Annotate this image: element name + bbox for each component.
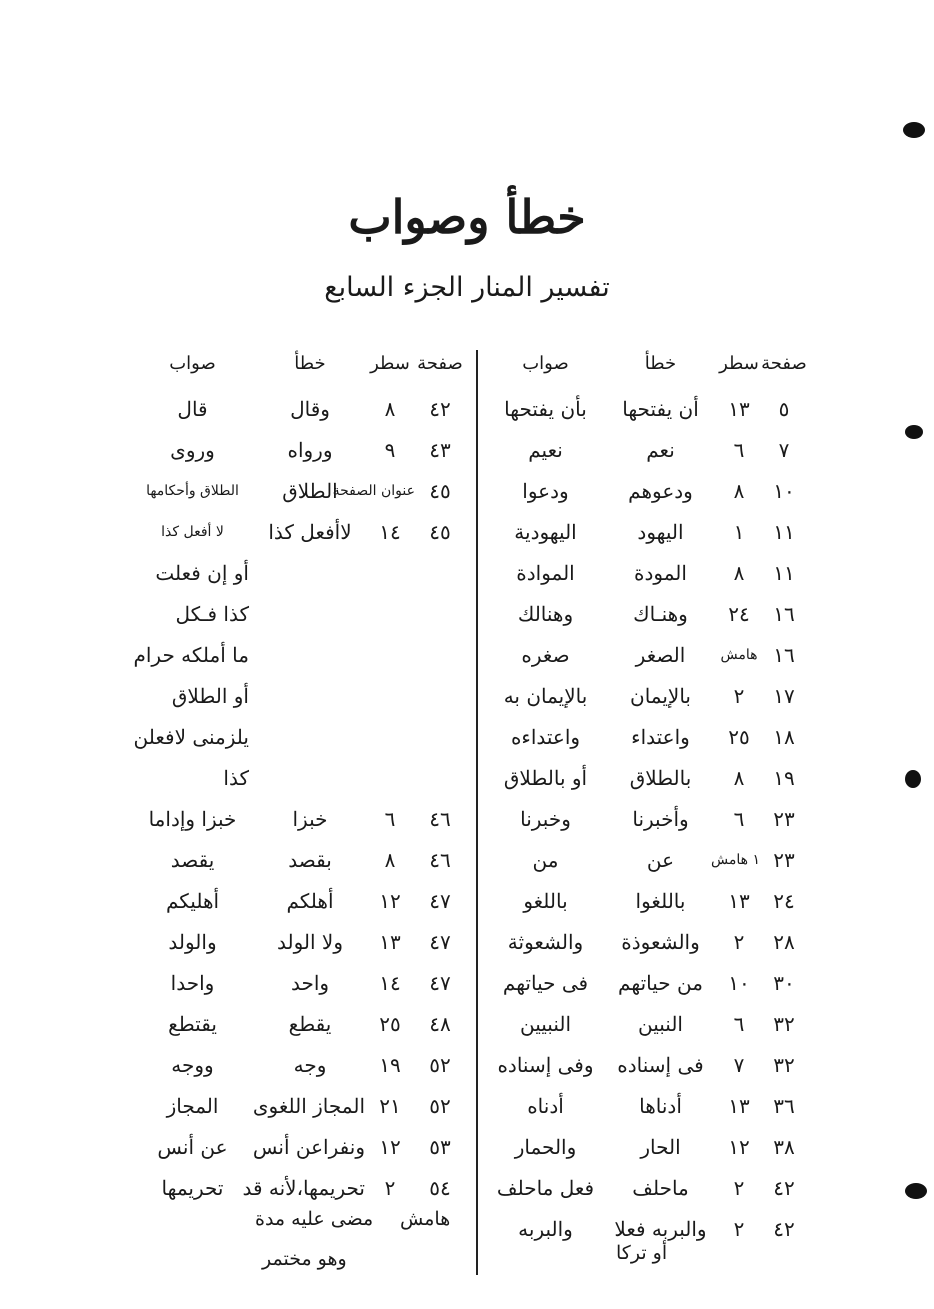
line-cell: ٩ <box>384 437 396 462</box>
page-cell: ٤٢ <box>773 1175 795 1200</box>
table-row <box>488 675 808 716</box>
table-row <box>130 470 465 511</box>
table-row <box>488 511 808 552</box>
line-cell: ٦ <box>384 806 396 831</box>
header-right: صواب <box>169 352 216 374</box>
continuation-row <box>130 552 465 593</box>
table-row <box>488 1167 808 1208</box>
wrong-cell: اليهود <box>637 519 684 544</box>
right-cell: الموادة <box>516 560 575 585</box>
page-cell: ٣٢ <box>773 1052 795 1077</box>
table-row <box>488 1044 808 1085</box>
page-cell: ٤٥ <box>429 478 451 503</box>
wrong-cell: لاأفعل كذا <box>268 519 352 544</box>
footnote-label: هامش <box>400 1208 451 1230</box>
column-divider <box>476 350 478 1275</box>
right-cell: ودعوا <box>522 478 569 503</box>
right-cell: واحدا <box>170 970 215 995</box>
right-cell: النبيين <box>519 1011 571 1036</box>
page-cell: ٢٣ <box>773 806 795 831</box>
right-table-body <box>488 388 808 1249</box>
right-cell: وهنالك <box>517 601 574 626</box>
header-page: صفحة <box>761 352 807 374</box>
line-cell: ٢ <box>733 1216 745 1241</box>
right-cell: صغره <box>521 642 570 667</box>
ink-blot <box>905 770 921 788</box>
right-cell: أو بالطلاق <box>503 765 588 790</box>
table-row <box>130 1167 465 1208</box>
line-cell: ١٣ <box>379 929 401 954</box>
page-cell: ٤٧ <box>429 888 451 913</box>
line-cell: ١٣ <box>728 888 750 913</box>
right-cell: ما أملكه حرام <box>133 642 249 667</box>
header-right: صواب <box>522 352 569 374</box>
wrong-cell: تحريمها،لأنه قد <box>242 1175 365 1200</box>
right-cell: والحمار <box>514 1134 577 1159</box>
wrong-cell: المودة <box>634 560 687 585</box>
right-cell: ووجه <box>171 1052 214 1077</box>
table-row <box>488 634 808 675</box>
wrong-cell: أن يفتحها <box>622 396 699 421</box>
line-cell: ٢١ <box>379 1093 401 1118</box>
left-table-body <box>130 388 465 1208</box>
header-line: سطر <box>370 352 410 374</box>
continuation-row <box>130 757 465 798</box>
page-cell: ١١ <box>773 519 795 544</box>
line-cell: ١ هامش <box>711 851 760 868</box>
line-cell: ١ <box>733 519 745 544</box>
table-row <box>130 388 465 429</box>
ink-blot <box>905 1183 927 1199</box>
right-cell: واعتداءه <box>510 724 581 749</box>
wrong-cell: واحد <box>290 970 330 995</box>
line-cell: ٢٥ <box>379 1011 401 1036</box>
page-cell: ٥٣ <box>429 1134 451 1159</box>
header-wrong: خطأ <box>644 352 677 374</box>
wrong-cell: أهلكم <box>286 888 334 913</box>
footnote-line-1: مضى عليه مدة <box>255 1208 374 1230</box>
wrong-cell: خبزا <box>292 806 328 831</box>
page-cell: ٥ <box>778 396 790 421</box>
ink-blot <box>905 425 923 439</box>
wrong-cell: فى إسناده <box>617 1052 704 1077</box>
table-row <box>488 798 808 839</box>
header-row <box>130 338 465 388</box>
continuation-row <box>130 716 465 757</box>
right-cell: كذا <box>223 765 249 790</box>
table-row <box>488 962 808 1003</box>
wrong-cell: ورواه <box>287 437 333 462</box>
table-row <box>488 388 808 429</box>
page-cell: ٢٤ <box>773 888 795 913</box>
line-cell: ١٢ <box>379 1134 401 1159</box>
table-row <box>130 1044 465 1085</box>
line-cell: ٢ <box>733 1175 745 1200</box>
line-cell: ٢٤ <box>728 601 750 626</box>
right-cell: عن أنس <box>157 1134 228 1159</box>
page-cell: ٥٤ <box>429 1175 451 1200</box>
page-cell: ٤٥ <box>429 519 451 544</box>
right-cell: يلزمنى لافعلن <box>133 724 249 749</box>
line-cell: ٨ <box>733 765 745 790</box>
wrong-cell: وقال <box>290 396 330 421</box>
right-cell: كذا فـكل <box>175 601 249 626</box>
wrong-cell: الحار <box>640 1134 681 1159</box>
wrong-cell: ونفراعن أنس <box>252 1134 365 1159</box>
header-row <box>488 338 808 388</box>
table-row <box>488 839 808 880</box>
table-row <box>488 593 808 634</box>
wrong-cell: أدناها <box>639 1093 682 1118</box>
wrong-cell: عن <box>646 847 675 872</box>
line-cell: ٢ <box>384 1175 396 1200</box>
table-row <box>130 839 465 880</box>
page-cell: ٢٣ <box>773 847 795 872</box>
table-row <box>488 552 808 593</box>
table-row <box>488 1085 808 1126</box>
right-continuation: أو تركا <box>616 1242 668 1264</box>
line-cell: عنوان الصفحة <box>332 482 415 499</box>
line-cell: ١٤ <box>379 519 401 544</box>
page-cell: ١٧ <box>773 683 795 708</box>
line-cell: ١٠ <box>728 970 750 995</box>
table-row <box>488 921 808 962</box>
page-cell: ١٩ <box>773 765 795 790</box>
header-page: صفحة <box>417 352 463 374</box>
table-row <box>488 470 808 511</box>
right-cell: فى حياتهم <box>502 970 589 995</box>
line-cell: ٦ <box>733 806 745 831</box>
page-cell: ٥٢ <box>429 1093 451 1118</box>
wrong-cell: نعم <box>646 437 675 462</box>
right-cell: والشعوثة <box>507 929 584 954</box>
page-cell: ٤٦ <box>429 847 451 872</box>
page-cell: ١١ <box>773 560 795 585</box>
table-row <box>130 511 465 552</box>
page-cell: ١٠ <box>773 478 795 503</box>
line-cell: هامش <box>720 646 758 663</box>
right-cell: فعل ماحلف <box>496 1175 595 1200</box>
right-cell: وفى إسناده <box>497 1052 594 1077</box>
wrong-cell: المجاز اللغوى <box>252 1093 365 1118</box>
wrong-cell: من حياتهم <box>618 970 703 995</box>
wrong-cell: الطلاق <box>282 478 338 503</box>
right-cell: اليهودية <box>514 519 577 544</box>
page-cell: ٤٧ <box>429 929 451 954</box>
right-cell: قال <box>177 396 208 421</box>
line-cell: ١٤ <box>379 970 401 995</box>
page-cell: ٢٨ <box>773 929 795 954</box>
page-cell: ٧ <box>778 437 790 462</box>
table-row <box>130 1003 465 1044</box>
wrong-cell: ودعوهم <box>628 478 693 503</box>
continuation-row <box>130 593 465 634</box>
line-cell: ١٩ <box>379 1052 401 1077</box>
wrong-cell: والبربه فعلا <box>614 1216 707 1241</box>
table-row <box>488 1003 808 1044</box>
page-cell: ٤٧ <box>429 970 451 995</box>
table-row <box>488 1126 808 1167</box>
table-row <box>130 1126 465 1167</box>
header-wrong: خطأ <box>294 352 326 374</box>
footnote-line-2: وهو مختمر <box>262 1248 347 1270</box>
right-cell: والولد <box>168 929 217 954</box>
right-cell: بالإيمان به <box>503 683 588 708</box>
right-cell: وروى <box>170 437 215 462</box>
right-cell: الطلاق وأحكامها <box>146 482 239 499</box>
right-cell: لا أفعل كذا <box>161 523 224 540</box>
wrong-cell: بالطلاق <box>629 765 692 790</box>
right-cell: من <box>532 847 559 872</box>
table-row <box>130 1085 465 1126</box>
continuation-row <box>130 634 465 675</box>
wrong-cell: يقطع <box>288 1011 332 1036</box>
line-cell: ٨ <box>733 560 745 585</box>
page-subtitle: تفسير المنار الجزء السابع <box>324 272 610 303</box>
line-cell: ٨ <box>733 478 745 503</box>
page-cell: ٤٣ <box>429 437 451 462</box>
wrong-cell: والشعوذة <box>621 929 700 954</box>
right-cell: أو إن فعلت <box>155 560 249 585</box>
wrong-cell: وجه <box>293 1052 327 1077</box>
line-cell: ٢ <box>733 683 745 708</box>
page-cell: ٤٦ <box>429 806 451 831</box>
line-cell: ٦ <box>733 437 745 462</box>
right-cell: أدناه <box>527 1093 564 1118</box>
page-cell: ١٦ <box>773 601 795 626</box>
line-cell: ١٢ <box>379 888 401 913</box>
table-row <box>130 962 465 1003</box>
wrong-cell: وهنـاك <box>633 601 688 626</box>
right-cell: تحريمها <box>161 1175 224 1200</box>
page-cell: ٣٦ <box>773 1093 795 1118</box>
wrong-cell: واعتداء <box>631 724 690 749</box>
page-cell: ٤٨ <box>429 1011 451 1036</box>
right-cell: أو الطلاق <box>171 683 249 708</box>
right-errata-table <box>488 338 808 1249</box>
right-cell: يقتطع <box>168 1011 217 1036</box>
wrong-cell: بالإيمان <box>630 683 691 708</box>
table-row <box>488 429 808 470</box>
page-cell: ٤٢ <box>773 1216 795 1241</box>
line-cell: ٨ <box>384 847 396 872</box>
wrong-cell: النبين <box>638 1011 683 1036</box>
right-cell: المجاز <box>166 1093 219 1118</box>
wrong-cell: ولا الولد <box>277 929 343 954</box>
table-row <box>130 921 465 962</box>
line-cell: ١٢ <box>728 1134 750 1159</box>
right-cell: يقصد <box>170 847 215 872</box>
table-row <box>488 880 808 921</box>
line-cell: ٨ <box>384 396 396 421</box>
table-row <box>130 798 465 839</box>
wrong-cell: بقصد <box>288 847 332 872</box>
wrong-cell: وأخبرنا <box>632 806 689 831</box>
page-cell: ١٦ <box>773 642 795 667</box>
line-cell: ١٣ <box>728 396 750 421</box>
right-cell: نعيم <box>528 437 563 462</box>
page-cell: ٣٠ <box>773 970 795 995</box>
page-cell: ٣٢ <box>773 1011 795 1036</box>
right-cell: خبزا وإداما <box>148 806 237 831</box>
wrong-cell: ماحلف <box>632 1175 689 1200</box>
line-cell: ٢ <box>733 929 745 954</box>
table-row <box>130 880 465 921</box>
right-cell: بأن يفتحها <box>504 396 587 421</box>
table-row <box>488 757 808 798</box>
page-cell: ٥٢ <box>429 1052 451 1077</box>
page-cell: ٣٨ <box>773 1134 795 1159</box>
right-cell: باللغو <box>523 888 568 913</box>
right-cell: أهليكم <box>165 888 220 913</box>
header-line: سطر <box>719 352 759 374</box>
line-cell: ٢٥ <box>728 724 750 749</box>
page-title: خطأ وصواب <box>348 190 586 244</box>
table-row <box>488 716 808 757</box>
line-cell: ١٣ <box>728 1093 750 1118</box>
wrong-cell: الصغر <box>635 642 686 667</box>
right-cell: والبربه <box>518 1216 573 1241</box>
line-cell: ٦ <box>733 1011 745 1036</box>
ink-blot <box>903 122 925 138</box>
left-errata-table <box>130 338 465 1208</box>
table-row <box>130 429 465 470</box>
continuation-row <box>130 675 465 716</box>
right-cell: وخبرنا <box>520 806 571 831</box>
page-cell: ٤٢ <box>429 396 451 421</box>
page-cell: ١٨ <box>773 724 795 749</box>
wrong-cell: باللغوا <box>635 888 686 913</box>
line-cell: ٧ <box>733 1052 745 1077</box>
